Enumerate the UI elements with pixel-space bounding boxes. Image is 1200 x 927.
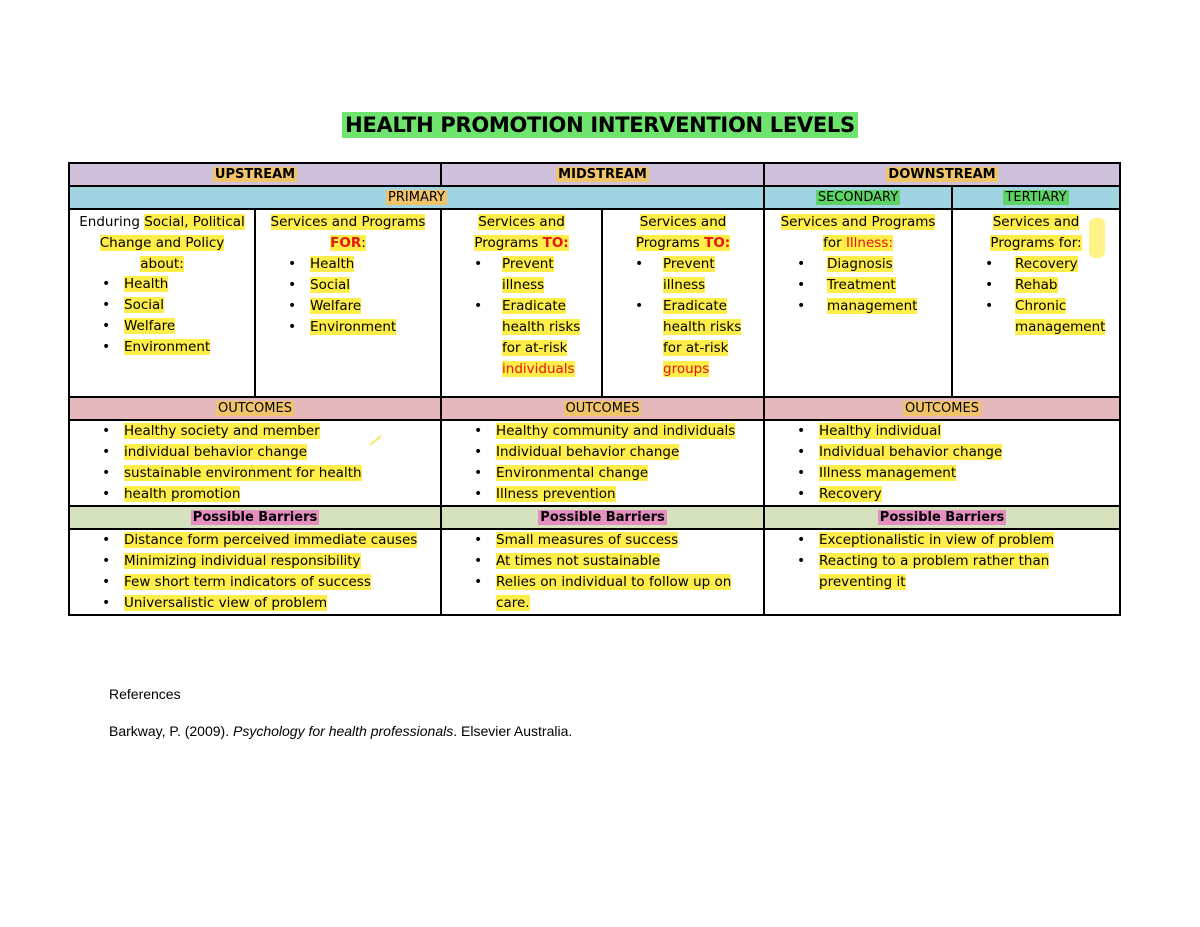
midstream-groups-cell: Services and Programs TO: • Prevent illness • Eradicate health risks for at-risk groups <box>602 209 764 397</box>
outcomes-header-row <box>69 397 1120 420</box>
list-item: • Treatment <box>765 275 951 296</box>
list-item: • Health <box>70 274 254 295</box>
tertiary-header: TERTIARY <box>952 186 1120 209</box>
midstream-outcomes-header: OUTCOMES <box>441 397 764 420</box>
list-item: • Healthy society and member <box>70 421 440 442</box>
list-item: • Health <box>256 254 440 275</box>
list-item: • Healthy individual <box>765 421 1119 442</box>
midstream-groups-list <box>603 254 763 380</box>
list-item: • Diagnosis <box>765 254 951 275</box>
list-item: • Chronic management <box>953 296 1119 338</box>
list-item: • Illness prevention <box>442 484 763 505</box>
upstream-policy-list <box>70 274 254 358</box>
list-item: • Small measures of success <box>442 530 763 551</box>
list-item: • management <box>765 296 951 317</box>
secondary-services-cell: Services and Programs for Illness: • Diagnosis • Treatment • management <box>764 209 952 397</box>
upstream-barriers-header: Possible Barriers <box>69 506 441 529</box>
highlighter-mark <box>1089 218 1105 258</box>
list-item: • Rehab <box>953 275 1119 296</box>
list-item: • Recovery <box>765 484 1119 505</box>
barriers-header-row <box>69 506 1120 529</box>
list-item: • Environment <box>70 337 254 358</box>
midstream-barriers-list <box>442 530 763 614</box>
list-item: • Recovery <box>953 254 1119 275</box>
downstream-barriers-list <box>765 530 1119 593</box>
secondary-services-list <box>765 254 951 317</box>
midstream-outcomes-cell <box>441 420 764 506</box>
list-item: • Distance form perceived immediate causes <box>70 530 440 551</box>
outcomes-row <box>69 420 1120 506</box>
list-item: • Welfare <box>70 316 254 337</box>
citation-title: Psychology for health professionals <box>232 723 454 739</box>
list-item: • Social <box>256 275 440 296</box>
list-item: • Universalistic view of problem <box>70 593 440 614</box>
upstream-outcomes-header: OUTCOMES <box>69 397 441 420</box>
list-item: • individual behavior change <box>70 442 440 463</box>
list-item: • Prevent illness <box>603 254 763 296</box>
page-title: HEALTH PROMOTION INTERVENTION LEVELS <box>342 112 858 138</box>
midstream-individuals-list <box>442 254 601 380</box>
primary-header: PRIMARY <box>69 186 764 209</box>
pen-mark-icon <box>368 433 384 447</box>
barriers-row <box>69 529 1120 615</box>
upstream-barriers-list <box>70 530 440 614</box>
stream-header-row <box>69 163 1120 186</box>
upstream-outcomes-list <box>70 421 440 505</box>
tertiary-services-cell: Services and Programs for: • Recovery • Rehab • Chronic management <box>952 209 1120 397</box>
list-item: • Eradicate health risks for at-risk individuals <box>442 296 601 380</box>
downstream-barriers-header: Possible Barriers <box>764 506 1120 529</box>
list-item: • Welfare <box>256 296 440 317</box>
citation-author: Barkway, P. (2009). <box>109 723 233 739</box>
services-row <box>69 209 1120 397</box>
upstream-header: UPSTREAM <box>69 163 441 186</box>
list-item: • sustainable environment for health <box>70 463 440 484</box>
midstream-barriers-header: Possible Barriers <box>441 506 764 529</box>
list-item: • Relies on individual to follow up on care. <box>442 572 763 614</box>
list-item: • Exceptionalistic in view of problem <box>765 530 1119 551</box>
references-heading: References <box>109 686 181 702</box>
midstream-header: MIDSTREAM <box>441 163 764 186</box>
upstream-services-cell: Services and Programs FOR: • Health • Social • Welfare • Environment <box>255 209 441 397</box>
list-item: • Individual behavior change <box>765 442 1119 463</box>
list-item: • Individual behavior change <box>442 442 763 463</box>
list-item: • Healthy community and individuals <box>442 421 763 442</box>
downstream-header: DOWNSTREAM <box>764 163 1120 186</box>
secondary-header: SECONDARY <box>764 186 952 209</box>
citation-publisher: . Elsevier Australia. <box>453 723 573 739</box>
downstream-outcomes-cell <box>764 420 1120 506</box>
midstream-outcomes-list <box>442 421 763 505</box>
upstream-barriers-cell <box>69 529 441 615</box>
intervention-levels-table <box>68 162 1121 616</box>
list-item: • Social <box>70 295 254 316</box>
citation <box>109 723 572 739</box>
level-header-row <box>69 186 1120 209</box>
tertiary-services-list <box>953 254 1119 338</box>
list-item: • Reacting to a problem rather than preventing it <box>765 551 1119 593</box>
list-item: • Few short term indicators of success <box>70 572 440 593</box>
downstream-outcomes-list <box>765 421 1119 505</box>
list-item: • Minimizing individual responsibility <box>70 551 440 572</box>
list-item: • Prevent illness <box>442 254 601 296</box>
list-item: • Environmental change <box>442 463 763 484</box>
list-item: • Environment <box>256 317 440 338</box>
upstream-policy-cell: Enduring Social, Political Change and Policy about: • Health • Social • Welfare • Environment <box>69 209 255 397</box>
list-item: • Eradicate health risks for at-risk groups <box>603 296 763 380</box>
list-item: • health promotion <box>70 484 440 505</box>
upstream-outcomes-cell <box>69 420 441 506</box>
page-title-wrap <box>0 113 1200 137</box>
midstream-barriers-cell <box>441 529 764 615</box>
downstream-barriers-cell <box>764 529 1120 615</box>
list-item: • Illness management <box>765 463 1119 484</box>
downstream-outcomes-header: OUTCOMES <box>764 397 1120 420</box>
list-item: • At times not sustainable <box>442 551 763 572</box>
midstream-individuals-cell: Services and Programs TO: • Prevent illness • Eradicate health risks for at-risk individuals <box>441 209 602 397</box>
upstream-services-list <box>256 254 440 338</box>
